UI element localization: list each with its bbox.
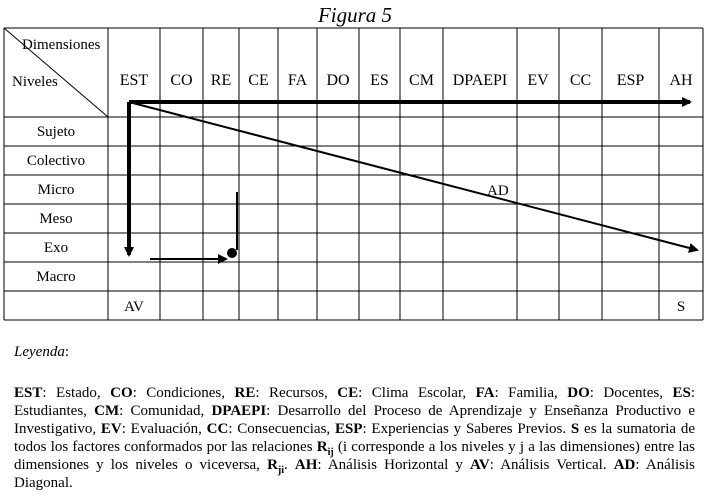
legend-term: AH <box>294 457 318 473</box>
legend-definition: : Recursos, <box>255 385 338 401</box>
corner-top-label: Dimensiones <box>22 37 101 53</box>
corner-bottom-label: Niveles <box>12 74 58 90</box>
legend-term: ES <box>672 385 691 401</box>
legend-definition: : Clima Escolar, <box>358 385 476 401</box>
ad-label: AD <box>487 183 509 199</box>
s-label: S <box>676 299 686 315</box>
legend-term: EV <box>100 421 122 437</box>
legend-term: CO <box>110 385 133 401</box>
dimension-header-ev: EV <box>527 72 549 89</box>
level-label-macro: Macro <box>36 269 76 285</box>
dimension-header-ce: CE <box>248 72 269 89</box>
legend-term: EST <box>14 385 43 401</box>
dimension-header-ah: AH <box>669 72 693 89</box>
dimension-header-est: EST <box>119 72 149 89</box>
legend-term: RE <box>234 385 256 401</box>
legend-definition: : Familia, <box>494 385 568 401</box>
legend-term: DPAEPI <box>211 403 267 419</box>
legend-definition: es la sumatoria de todos los factores conformados por las relaciones <box>14 421 695 455</box>
dimension-header-re: RE <box>210 72 232 89</box>
level-label-sujeto: Sujeto <box>36 124 76 140</box>
legend-term: $R_{ij}$ <box>316 439 334 458</box>
legend-title: Leyenda: <box>14 344 69 360</box>
legend-definition: : Estado, <box>42 385 111 401</box>
dimension-header-fa: FA <box>287 72 308 89</box>
level-label-micro: Micro <box>37 182 75 198</box>
legend-definition: : Desarrollo del Proceso de Aprendizaje y Enseñanza Productivo e Investigativo, <box>14 403 696 437</box>
dimension-header-cc: CC <box>569 72 592 89</box>
legend-definition: . <box>284 457 295 473</box>
level-label-colectivo: Colectivo <box>26 153 86 169</box>
legend-definition: : Condiciones, <box>132 385 235 401</box>
legend-term: ESP <box>334 421 363 437</box>
dimension-header-do: DO <box>326 72 350 89</box>
legend-definition: : Análisis Diagonal. <box>14 457 695 491</box>
dimension-header-co: CO <box>170 72 193 89</box>
legend-definition: : Consecuencias, <box>228 421 335 437</box>
legend-term: $R_{ji}$ <box>267 457 285 476</box>
legend-term: AV <box>470 457 490 473</box>
legend-term: AD <box>613 457 636 473</box>
legend-definition: : Evaluación, <box>121 421 207 437</box>
legend-term: CE <box>337 385 359 401</box>
endpoint-dot <box>227 248 237 258</box>
legend-term: CC <box>206 421 229 437</box>
legend-definition: : Docentes, <box>589 385 673 401</box>
dimension-header-dpaepi: DPAEPI <box>452 72 508 89</box>
legend-definition: (i corresponde a los niveles y j a las dimensiones) entre las dimensiones y los niveles o viceversa, <box>14 439 695 473</box>
dimension-header-es: ES <box>370 72 389 89</box>
legend-definition: : Análisis Horizontal y <box>317 457 470 473</box>
dimension-header-cm: CM <box>409 72 434 89</box>
legend-definition: : Análisis Vertical. <box>489 457 614 473</box>
diagonal-arrow <box>129 102 697 250</box>
legend-term: FA <box>475 385 495 401</box>
av-label: AV <box>124 299 144 315</box>
level-label-meso: Meso <box>39 211 73 227</box>
legend-term: S <box>570 421 580 437</box>
legend-definition: : Estudiantes, <box>14 385 695 419</box>
level-label-exo: Exo <box>43 240 69 256</box>
legend-definition: : Experiencias y Saberes Previos. <box>362 421 571 437</box>
legend-term: DO <box>567 385 590 401</box>
figure-title: Figura 5 <box>317 3 393 27</box>
legend-definition: : Comunidad, <box>119 403 212 419</box>
dimension-header-esp: ESP <box>616 72 645 89</box>
legend-term: CM <box>94 403 120 419</box>
legend-text <box>14 384 695 492</box>
